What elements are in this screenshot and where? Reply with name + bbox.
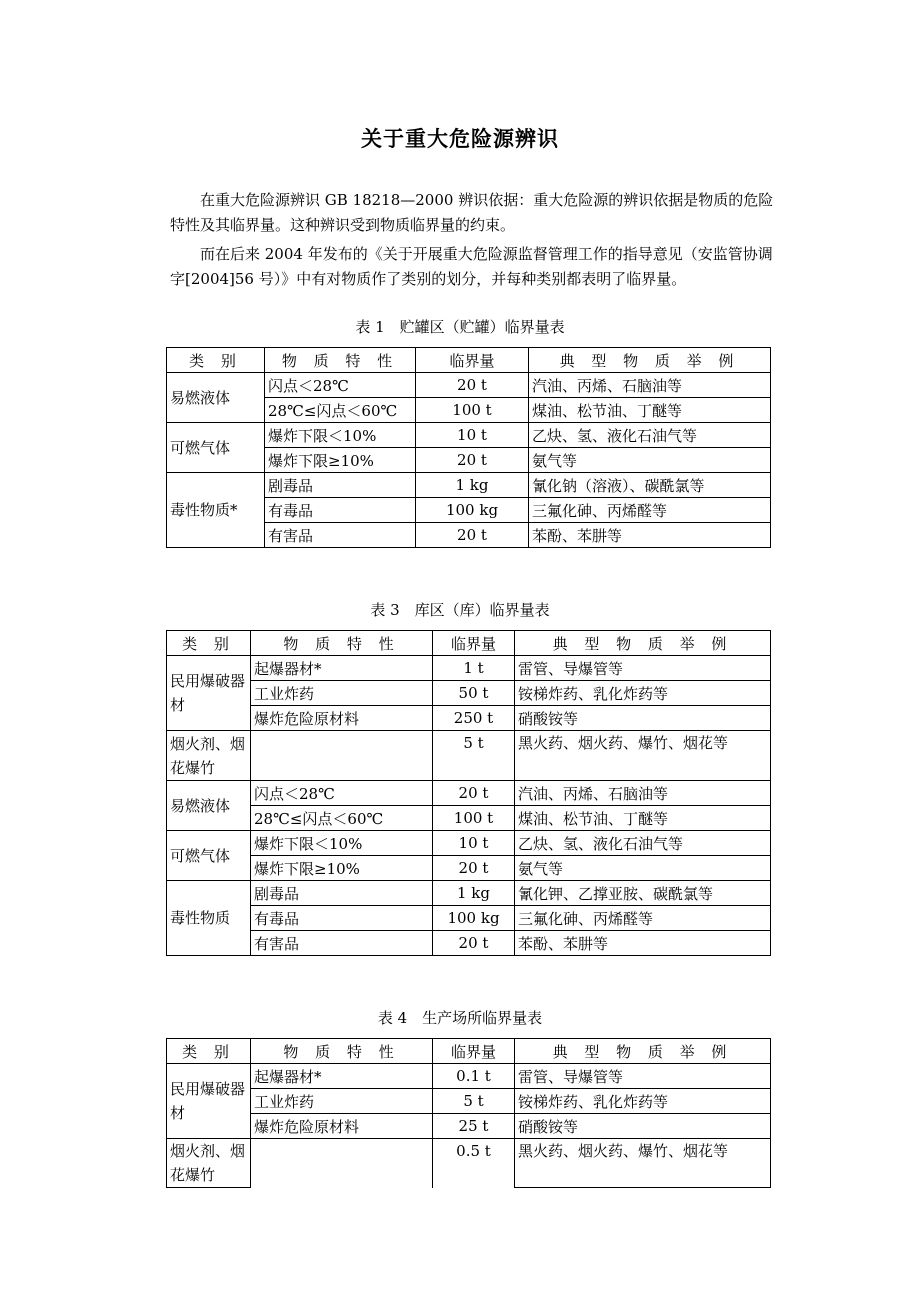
header-threshold: 临界量 [416, 348, 529, 373]
table-row [167, 1089, 771, 1114]
threshold-cell: 100 kg [433, 906, 515, 931]
threshold-cell: 0.5 t [433, 1139, 515, 1188]
category-cell: 毒性物质 [167, 881, 251, 956]
examples-cell: 硝酸铵等 [515, 1114, 771, 1139]
threshold-cell: 20 t [416, 373, 529, 398]
threshold-cell: 1 t [433, 656, 515, 681]
threshold-cell: 100 t [433, 806, 515, 831]
table-header-row [167, 631, 771, 656]
property-cell: 28℃≤闪点＜60℃ [265, 398, 416, 423]
table4-caption: 表 4 生产场所临界量表 [377, 1009, 543, 1027]
examples-cell: 黑火药、烟火药、爆竹、烟花等 [515, 1139, 771, 1188]
examples-cell: 苯酚、苯肼等 [529, 523, 771, 548]
threshold-cell: 0.1 t [433, 1064, 515, 1089]
header-threshold: 临界量 [433, 631, 515, 656]
table-row [167, 881, 771, 906]
header-examples: 典 型 物 质 举 例 [515, 631, 771, 656]
property-cell: 有毒品 [251, 906, 433, 931]
threshold-cell: 20 t [433, 781, 515, 806]
threshold-cell: 100 t [416, 398, 529, 423]
table3 [166, 630, 771, 956]
threshold-cell: 1 kg [433, 881, 515, 906]
header-category: 类 别 [167, 1039, 251, 1064]
header-category: 类 别 [167, 631, 251, 656]
threshold-cell: 10 t [433, 831, 515, 856]
examples-cell: 汽油、丙烯、石脑油等 [515, 781, 771, 806]
examples-cell: 黑火药、烟火药、爆竹、烟花等 [515, 731, 771, 781]
table-row [167, 831, 771, 856]
table-row [167, 681, 771, 706]
table-row [167, 856, 771, 881]
examples-cell: 氰化钾、乙撑亚胺、碳酰氯等 [515, 881, 771, 906]
property-cell: 爆炸下限＜10% [265, 423, 416, 448]
property-cell: 爆炸危险原材料 [251, 706, 433, 731]
threshold-cell: 20 t [433, 931, 515, 956]
threshold-cell: 1 kg [416, 473, 529, 498]
table-row [167, 806, 771, 831]
examples-cell: 铵梯炸药、乳化炸药等 [515, 681, 771, 706]
examples-cell: 铵梯炸药、乳化炸药等 [515, 1089, 771, 1114]
examples-cell: 氨气等 [529, 448, 771, 473]
table-row [167, 473, 771, 498]
property-cell [251, 1139, 433, 1188]
table-row [167, 373, 771, 398]
category-cell: 毒性物质* [167, 473, 265, 548]
table-header-row [167, 1039, 771, 1064]
header-property: 物 质 特 性 [265, 348, 416, 373]
property-cell: 爆炸下限＜10% [251, 831, 433, 856]
property-cell: 爆炸下限≥10% [265, 448, 416, 473]
table-row [167, 656, 771, 681]
property-cell: 工业炸药 [251, 681, 433, 706]
examples-cell: 三氟化砷、丙烯醛等 [515, 906, 771, 931]
category-cell: 可燃气体 [167, 423, 265, 473]
header-examples: 典 型 物 质 举 例 [529, 348, 771, 373]
header-property: 物 质 特 性 [251, 631, 433, 656]
category-cell: 烟火剂、烟花爆竹 [167, 1139, 251, 1188]
table-row [167, 706, 771, 731]
property-cell: 工业炸药 [251, 1089, 433, 1114]
header-threshold: 临界量 [433, 1039, 515, 1064]
threshold-cell: 10 t [416, 423, 529, 448]
examples-cell: 氰化钠（溶液）、碳酰氯等 [529, 473, 771, 498]
category-cell: 民用爆破器材 [167, 656, 251, 731]
table-row [167, 1139, 771, 1188]
examples-cell: 乙炔、氢、液化石油气等 [515, 831, 771, 856]
threshold-cell: 20 t [433, 856, 515, 881]
table-row [167, 906, 771, 931]
property-cell: 起爆器材* [251, 656, 433, 681]
property-cell: 起爆器材* [251, 1064, 433, 1089]
paragraph-2-text: 而在后来 2004 年发布的《关于开展重大危险源监督管理工作的指导意见（安监管协调字[2004]56 号）》中有对物质作了类别的划分，并每种类别都表明了临界量。 [170, 245, 773, 288]
threshold-cell: 100 kg [416, 498, 529, 523]
header-category: 类 别 [167, 348, 265, 373]
header-property: 物 质 特 性 [251, 1039, 433, 1064]
threshold-cell: 5 t [433, 1089, 515, 1114]
examples-cell: 乙炔、氢、液化石油气等 [529, 423, 771, 448]
property-cell: 有害品 [251, 931, 433, 956]
threshold-cell: 5 t [433, 731, 515, 781]
table-header-row [167, 348, 771, 373]
paragraph-1-text: 在重大危险源辨识 GB 18218—2000 辨识依据：重大危险源的辨识依据是物质的危险特性及其临界量。这种辨识受到物质临界量的约束。 [170, 191, 774, 234]
property-cell: 剧毒品 [251, 881, 433, 906]
category-cell: 可燃气体 [167, 831, 251, 881]
examples-cell: 雷管、导爆管等 [515, 1064, 771, 1089]
category-cell: 烟火剂、烟花爆竹 [167, 731, 251, 781]
property-cell: 有害品 [265, 523, 416, 548]
header-examples: 典 型 物 质 举 例 [515, 1039, 771, 1064]
paragraph-1 [170, 188, 785, 238]
page-title: 关于重大危险源辨识 [361, 126, 559, 151]
property-cell: 爆炸危险原材料 [251, 1114, 433, 1139]
examples-cell: 汽油、丙烯、石脑油等 [529, 373, 771, 398]
examples-cell: 雷管、导爆管等 [515, 656, 771, 681]
table1 [166, 347, 771, 548]
threshold-cell: 20 t [416, 448, 529, 473]
threshold-cell: 250 t [433, 706, 515, 731]
property-cell: 爆炸下限≥10% [251, 856, 433, 881]
table-row [167, 423, 771, 448]
examples-cell: 硝酸铵等 [515, 706, 771, 731]
property-cell: 28℃≤闪点＜60℃ [251, 806, 433, 831]
table-row [167, 1064, 771, 1089]
table3-caption: 表 3 库区（库）临界量表 [370, 601, 550, 619]
paragraph-2 [170, 242, 785, 292]
category-cell: 易燃液体 [167, 373, 265, 423]
table-row [167, 1114, 771, 1139]
table-row [167, 781, 771, 806]
examples-cell: 煤油、松节油、丁醚等 [515, 806, 771, 831]
property-cell: 剧毒品 [265, 473, 416, 498]
threshold-cell: 50 t [433, 681, 515, 706]
property-cell: 闪点＜28℃ [251, 781, 433, 806]
category-cell: 民用爆破器材 [167, 1064, 251, 1139]
threshold-cell: 20 t [416, 523, 529, 548]
table1-caption: 表 1 贮罐区（贮罐）临界量表 [355, 318, 565, 336]
examples-cell: 苯酚、苯肼等 [515, 931, 771, 956]
threshold-cell: 25 t [433, 1114, 515, 1139]
property-cell: 有毒品 [265, 498, 416, 523]
examples-cell: 氨气等 [515, 856, 771, 881]
property-cell [251, 731, 433, 781]
category-cell: 易燃液体 [167, 781, 251, 831]
property-cell: 闪点＜28℃ [265, 373, 416, 398]
table-row [167, 931, 771, 956]
examples-cell: 三氟化砷、丙烯醛等 [529, 498, 771, 523]
table-row [167, 731, 771, 781]
table4 [166, 1038, 771, 1188]
examples-cell: 煤油、松节油、丁醚等 [529, 398, 771, 423]
